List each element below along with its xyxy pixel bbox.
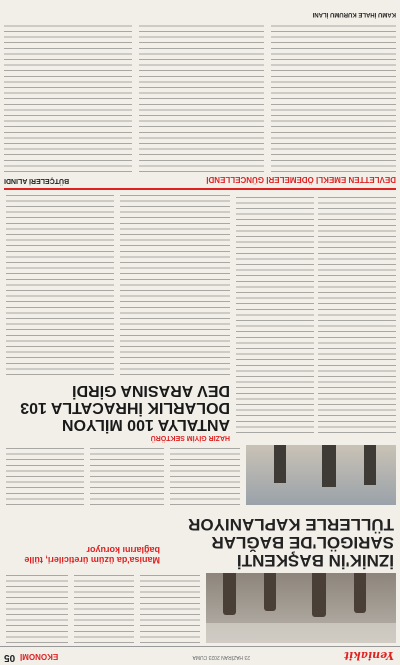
footer-notice: KAMU İHALE KURUMU İLANI (312, 11, 396, 17)
box-right-label: BÜTÇELERİ ALINDI (4, 177, 70, 184)
text-column (74, 573, 134, 643)
text-column (6, 445, 84, 505)
text-column (139, 22, 264, 172)
text-column (236, 193, 314, 433)
section-title: EKONOMİ (20, 652, 59, 661)
box-title: DEVLETTEN EMEKLİ ÖDEMELERİ GÜNCELLENDİ (206, 175, 396, 184)
newspaper-logo: Yeniakit (343, 649, 394, 662)
vineyard-photo (206, 573, 396, 643)
page-number: 05 (4, 652, 16, 663)
main-headline: İZNİK'İN BAŞKENTİ SARIGÖL'DE BAĞLAR TÜLLERLE KAPLANIYOR (188, 515, 394, 570)
text-column (318, 193, 396, 433)
second-kicker: HAZIR GİYİM SEKTÖRÜ (150, 434, 230, 441)
text-column (90, 445, 164, 505)
issue-date: 23 HAZİRAN 2023 CUMA (192, 654, 250, 660)
text-column (140, 573, 200, 643)
text-column (170, 445, 240, 505)
text-column (271, 22, 396, 172)
text-column (6, 573, 68, 643)
workers-photo (246, 445, 396, 505)
second-headline: ANTALYA 100 MİLYON DOLARLIK İHRACATLA 103 DEV ARASINA GİRDİ (20, 382, 230, 433)
page-header (0, 646, 400, 665)
text-column (6, 195, 114, 375)
main-subheadline: Manisa'da üzüm üreticileri, tülle bağlarını koruyor (24, 545, 160, 565)
text-column (4, 22, 132, 172)
text-column (120, 195, 230, 375)
pension-box (4, 8, 396, 190)
